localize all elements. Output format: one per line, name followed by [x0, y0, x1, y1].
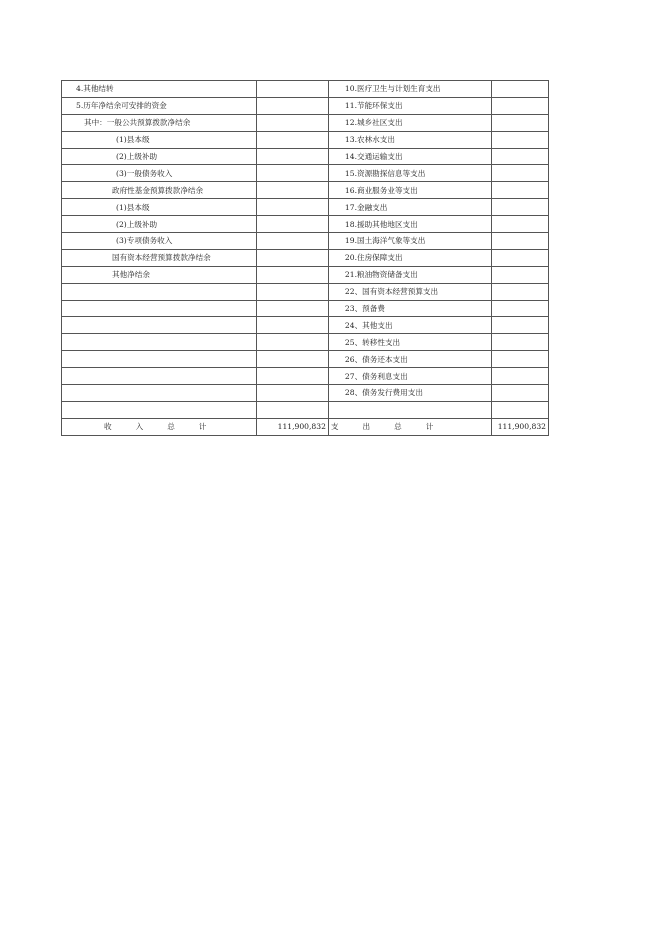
expense-item-value	[491, 334, 548, 351]
expense-item-value	[491, 385, 548, 402]
revenue-item-value	[256, 249, 328, 266]
expense-item-label: 13.农林水支出	[328, 131, 491, 148]
table-row	[62, 81, 549, 98]
revenue-item-value	[256, 165, 328, 182]
revenue-item-label: 4.其他结转	[62, 81, 257, 98]
expense-item-label: 20.住房保障支出	[328, 249, 491, 266]
revenue-item-label: (2)上级补助	[62, 216, 257, 233]
table-row	[62, 300, 549, 317]
expense-item-label: 15.资源勘探信息等支出	[328, 165, 491, 182]
expense-item-value	[491, 165, 548, 182]
revenue-item-value	[256, 216, 328, 233]
expense-item-value	[491, 249, 548, 266]
table-row	[62, 385, 549, 402]
revenue-item-value	[256, 131, 328, 148]
table-row	[62, 368, 549, 385]
expense-item-label: 26、债务还本支出	[328, 351, 491, 368]
expense-item-value	[491, 351, 548, 368]
revenue-item-value	[256, 300, 328, 317]
revenue-item-label: (2)上级补助	[62, 148, 257, 165]
revenue-item-label	[62, 317, 257, 334]
expense-item-label: 10.医疗卫生与计划生育支出	[328, 81, 491, 98]
revenue-item-label: (1)县本级	[62, 199, 257, 216]
expense-item-value	[491, 148, 548, 165]
table-row	[62, 334, 549, 351]
expense-item-label: 24、其他支出	[328, 317, 491, 334]
revenue-item-value	[256, 283, 328, 300]
expense-item-value	[491, 317, 548, 334]
expense-item-label: 21.粮油物资储备支出	[328, 266, 491, 283]
revenue-item-label	[62, 351, 257, 368]
revenue-item-value	[256, 334, 328, 351]
revenue-item-value	[256, 401, 328, 418]
revenue-total-label: 收 入 总 计	[62, 418, 257, 435]
expense-item-value	[491, 97, 548, 114]
expense-item-label: 28、债务发行费用支出	[328, 385, 491, 402]
table-row	[62, 351, 549, 368]
revenue-item-value	[256, 351, 328, 368]
expense-item-value	[491, 266, 548, 283]
revenue-item-label: (3)专项债务收入	[62, 233, 257, 250]
expense-total-value: 111,900,832	[491, 418, 548, 435]
revenue-item-value	[256, 385, 328, 402]
table-row	[62, 199, 549, 216]
expense-item-label: 14.交通运输支出	[328, 148, 491, 165]
expense-item-label	[328, 401, 491, 418]
table-row	[62, 165, 549, 182]
revenue-item-value	[256, 233, 328, 250]
revenue-item-value	[256, 81, 328, 98]
expense-item-label: 23、预备费	[328, 300, 491, 317]
table-row	[62, 216, 549, 233]
expense-item-value	[491, 81, 548, 98]
revenue-item-value	[256, 199, 328, 216]
expense-item-value	[491, 131, 548, 148]
expense-item-label: 22、国有资本经营预算支出	[328, 283, 491, 300]
budget-table	[61, 80, 549, 436]
revenue-item-label: (3)一般债务收入	[62, 165, 257, 182]
revenue-item-value	[256, 368, 328, 385]
total-row	[62, 418, 549, 435]
expense-item-label: 18.援助其他地区支出	[328, 216, 491, 233]
expense-item-value	[491, 368, 548, 385]
revenue-item-value	[256, 97, 328, 114]
revenue-item-label: 政府性基金预算拨款净结余	[62, 182, 257, 199]
table-body	[62, 81, 549, 436]
revenue-item-label	[62, 283, 257, 300]
revenue-item-label	[62, 385, 257, 402]
table-row	[62, 401, 549, 418]
revenue-item-value	[256, 317, 328, 334]
revenue-item-value	[256, 182, 328, 199]
revenue-item-label	[62, 368, 257, 385]
revenue-item-value	[256, 148, 328, 165]
expense-item-label: 19.国土海洋气象等支出	[328, 233, 491, 250]
revenue-item-label	[62, 334, 257, 351]
expense-item-value	[491, 114, 548, 131]
table-row	[62, 317, 549, 334]
table-row	[62, 283, 549, 300]
revenue-item-value	[256, 114, 328, 131]
table-row	[62, 97, 549, 114]
expense-item-label: 27、债务利息支出	[328, 368, 491, 385]
expense-item-value	[491, 182, 548, 199]
revenue-item-label: 其中：一般公共预算拨款净结余	[62, 114, 257, 131]
revenue-item-label: 5.历年净结余可安排的资金	[62, 97, 257, 114]
expense-item-value	[491, 233, 548, 250]
revenue-item-label	[62, 300, 257, 317]
table-row	[62, 114, 549, 131]
expense-item-label: 11.节能环保支出	[328, 97, 491, 114]
expense-item-label: 16.商业服务业等支出	[328, 182, 491, 199]
expense-item-label: 17.金融支出	[328, 199, 491, 216]
expense-item-label: 12.城乡社区支出	[328, 114, 491, 131]
revenue-item-value	[256, 266, 328, 283]
expense-item-value	[491, 300, 548, 317]
expense-item-label: 25、转移性支出	[328, 334, 491, 351]
expense-item-value	[491, 283, 548, 300]
table-row	[62, 148, 549, 165]
table-row	[62, 266, 549, 283]
revenue-item-label	[62, 401, 257, 418]
table-row	[62, 233, 549, 250]
revenue-item-label: (1)县本级	[62, 131, 257, 148]
expense-total-label: 支 出 总 计	[328, 418, 491, 435]
expense-item-value	[491, 199, 548, 216]
revenue-total-value: 111,900,832	[256, 418, 328, 435]
expense-item-value	[491, 401, 548, 418]
revenue-item-label: 国有资本经营预算拨款净结余	[62, 249, 257, 266]
table-row	[62, 249, 549, 266]
expense-item-value	[491, 216, 548, 233]
revenue-item-label: 其他净结余	[62, 266, 257, 283]
table-row	[62, 131, 549, 148]
table-row	[62, 182, 549, 199]
